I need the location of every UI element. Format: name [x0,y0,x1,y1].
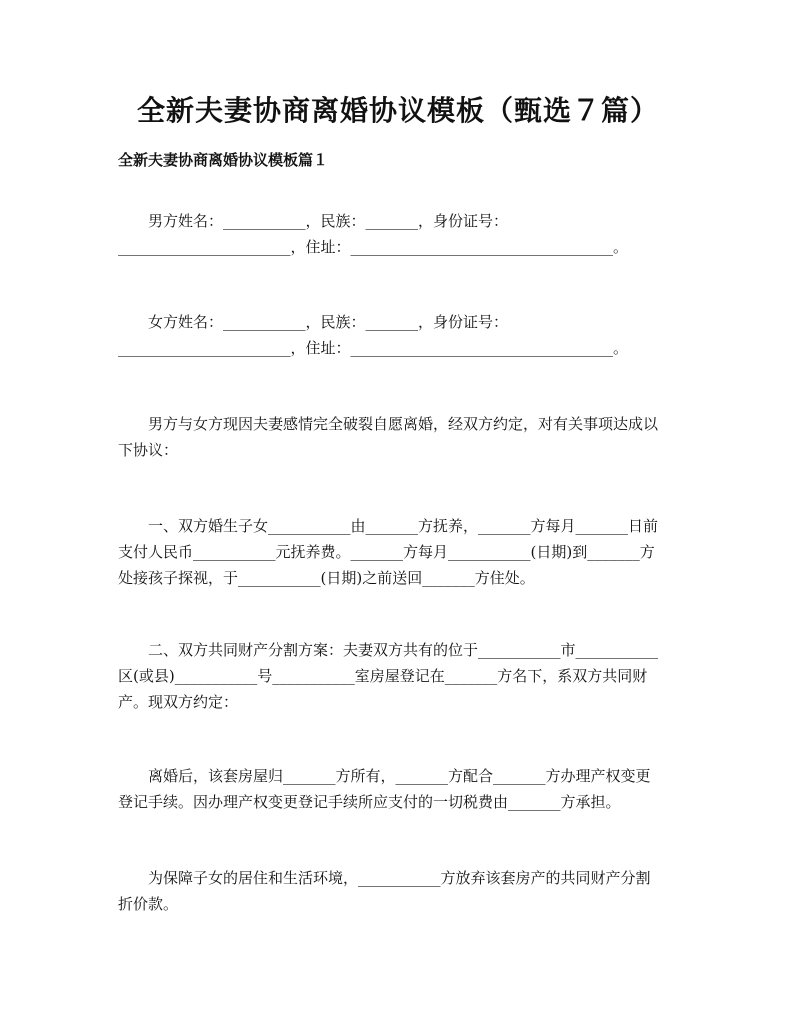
clause-1-paragraph [118,513,680,591]
paragraph-line: 支付人民币___________元抚养费。_______方每月___________(日期)到_______方 [118,543,655,561]
paragraph-line: 女方姓名：___________，民族：_______，身份证号： [148,313,509,331]
section-heading: 全新夫妻协商离婚协议模板篇１ [118,151,329,169]
clause-2b-paragraph [118,865,680,917]
paragraph-line: _______________________，住址：___________________________________。 [118,238,629,256]
preamble-paragraph [118,411,680,463]
paragraph-line: 离婚后，该套房屋归_______方所有，_______方配合_______方办理产权变更 [148,767,651,785]
paragraph-line: 男方姓名：___________，民族：_______，身份证号： [148,212,509,230]
paragraph-line: _______________________，住址：___________________________________。 [118,339,629,357]
female-party-paragraph [118,309,680,361]
paragraph-line: 折价款。 [118,895,179,913]
paragraph-line: 男方与女方现因夫妻感情完全破裂自愿离婚，经双方约定，对有关事项达成以 [148,415,659,433]
paragraph-line: 登记手续。因办理产权变更登记手续所应支付的一切税费由_______方承担。 [118,793,621,811]
paragraph-line: 产。现双方约定： [118,693,239,711]
document-title: 全新夫妻协商离婚协议模板（甄选７篇） [136,94,659,127]
clause-2-paragraph [118,637,680,715]
paragraph-line: 下协议： [118,441,179,459]
male-party-paragraph [118,208,680,260]
paragraph-line: 处接孩子探视，于___________(日期)之前送回_______方住处。 [118,569,535,587]
paragraph-line: 二、双方共同财产分割方案：夫妻双方共有的位于___________市___________ [148,641,659,659]
paragraph-line: 一、双方婚生子女___________由_______方抚养，_______方每月_______日前 [148,517,659,535]
clause-2a-paragraph [118,763,680,815]
paragraph-line: 区(或县)___________号___________室房屋登记在_______方名下，系双方共同财 [118,667,648,685]
paragraph-line: 为保障子女的居住和生活环境，___________方放弃该套房产的共同财产分割 [148,869,651,887]
